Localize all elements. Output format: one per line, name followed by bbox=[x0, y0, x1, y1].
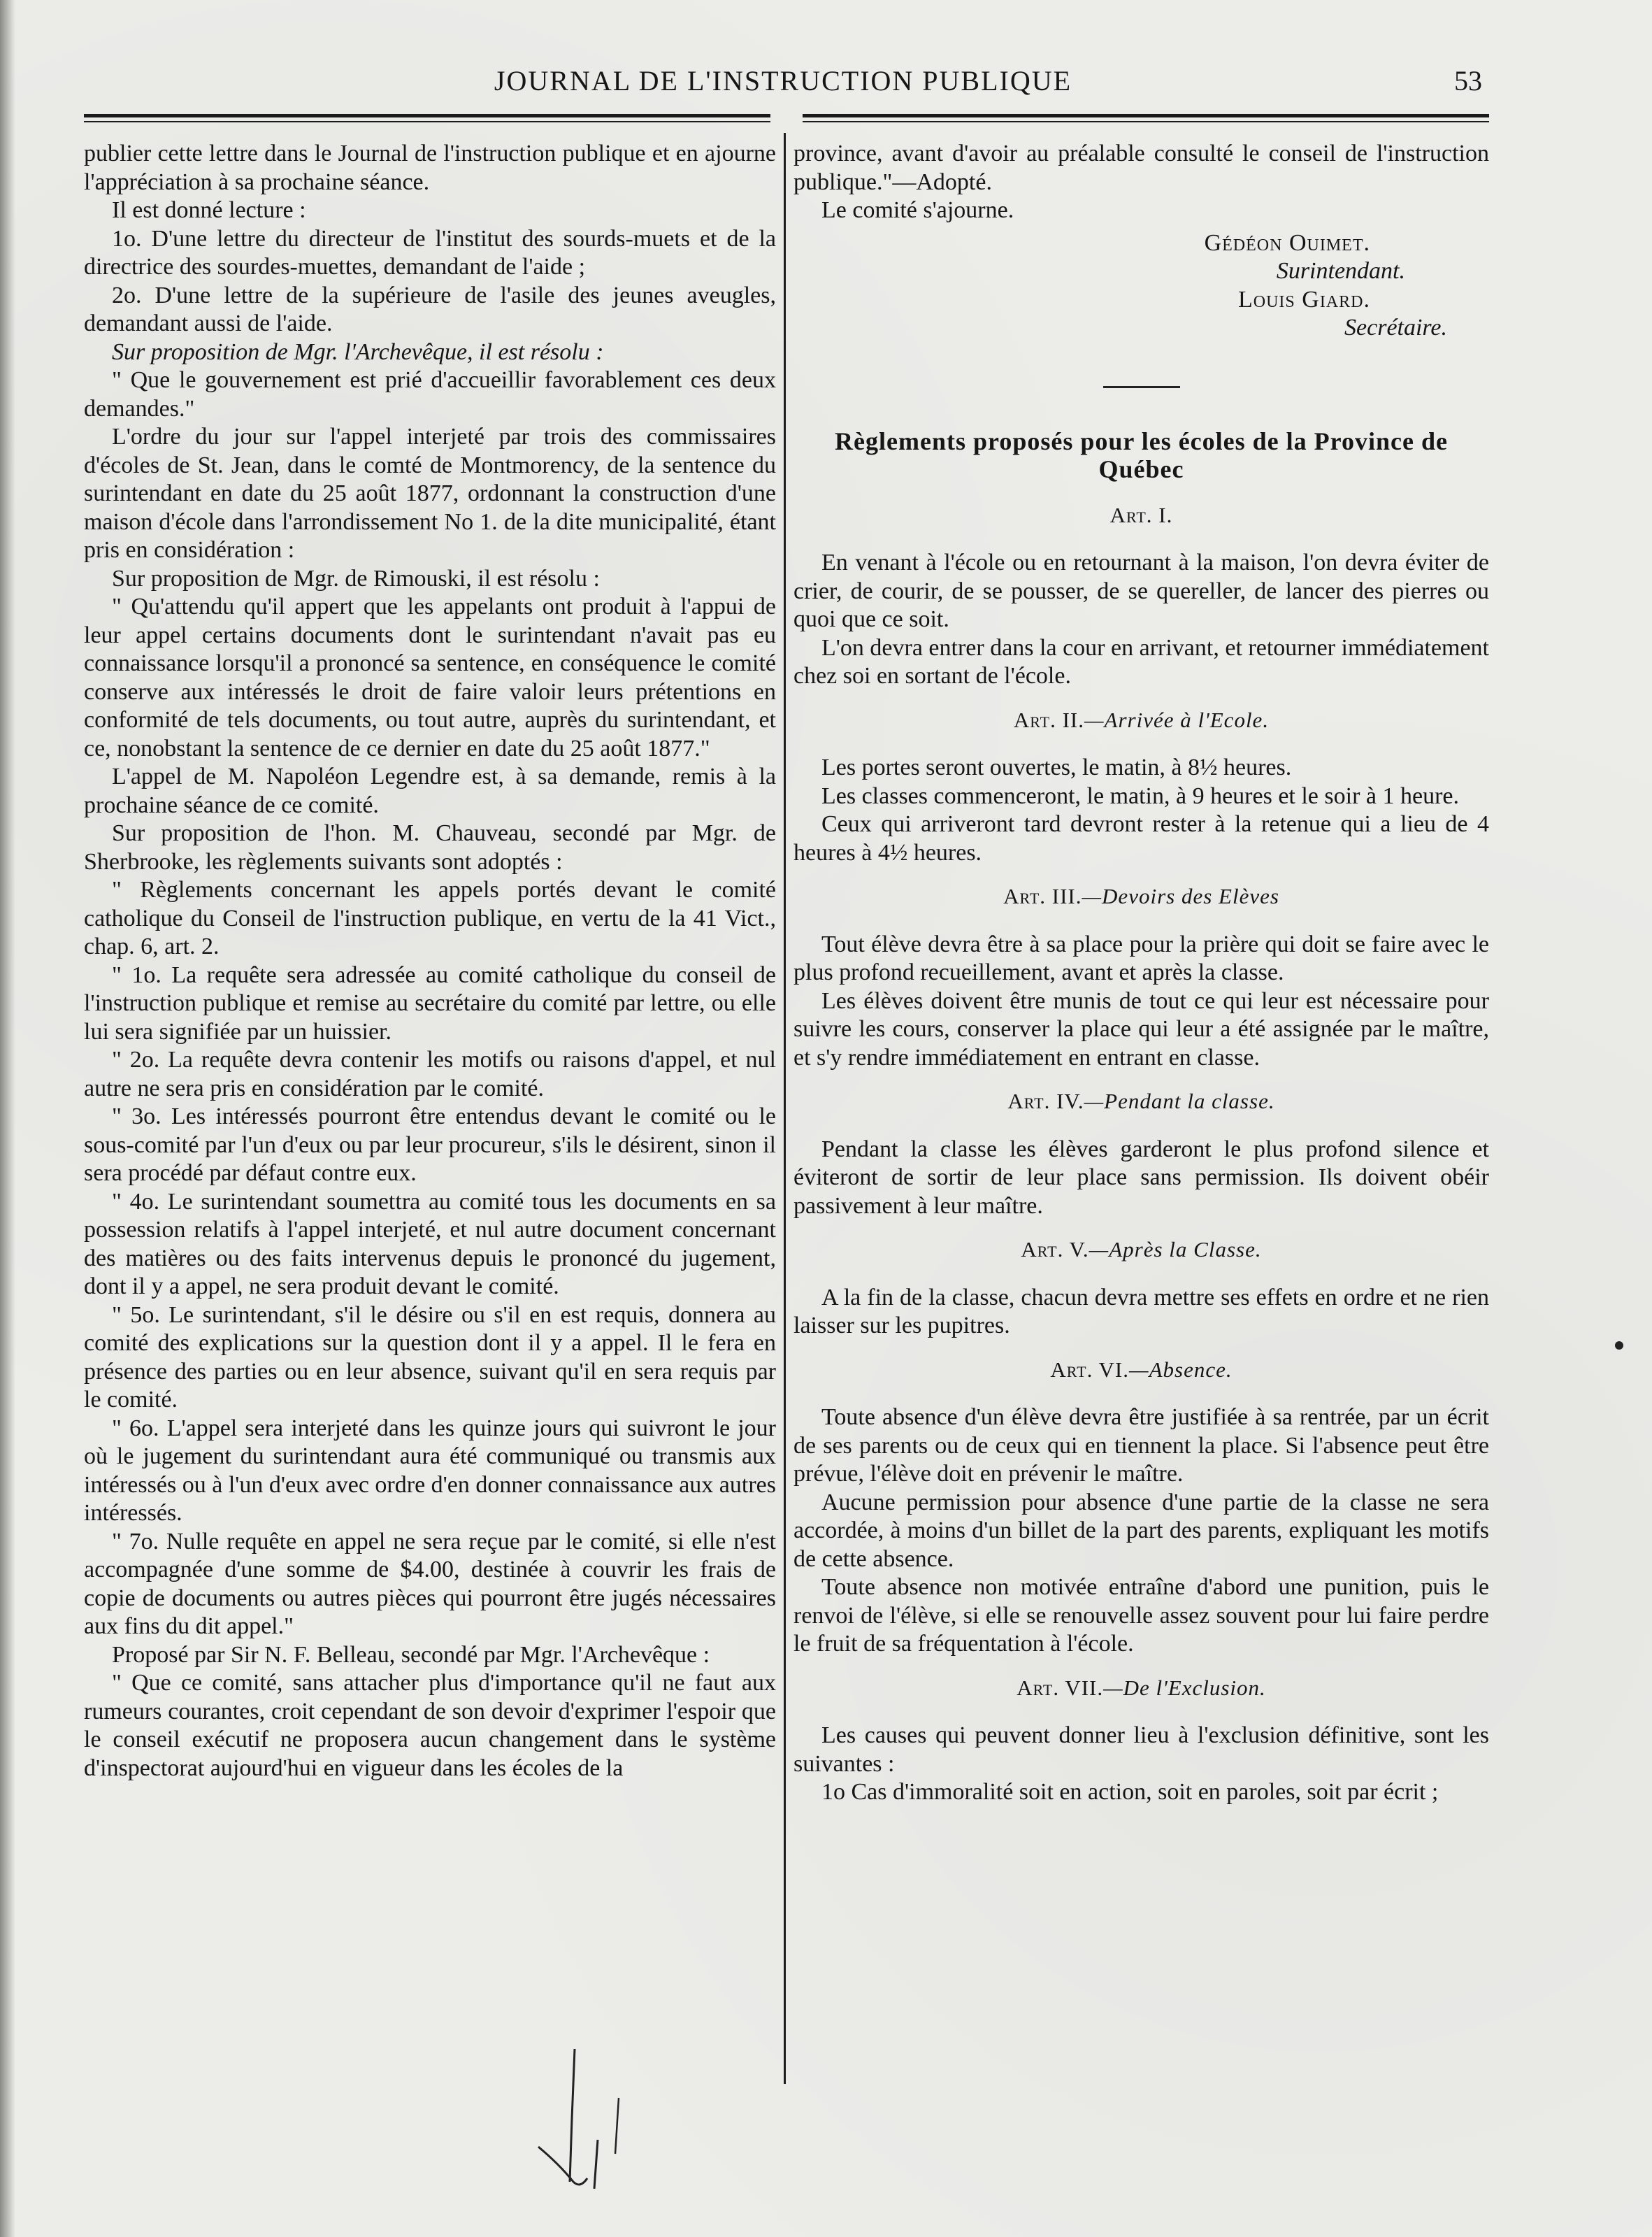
right-column bbox=[793, 140, 1489, 1807]
article-heading: Art. VI.—Absence. bbox=[1050, 1357, 1233, 1382]
article-heading: Art. VII.—De l'Exclusion. bbox=[1017, 1675, 1266, 1700]
article-heading: Art. V.—Après la Classe. bbox=[1021, 1237, 1262, 1262]
paragraph: " Que le gouvernement est prié d'accueillir favorablement ces deux demandes." bbox=[84, 367, 776, 422]
header-rule-left bbox=[84, 114, 770, 117]
paragraph: Pendant la classe les élèves garderont le plus profond silence et éviteront de sortir de leur place sans permission. Ils doivent obéir passivement à leur maître. bbox=[793, 1136, 1489, 1219]
paragraph: Les élèves doivent être munis de tout ce qui leur est nécessaire pour suivre les cours, conserver la place qui leur a été assignée par le maître, et s'y rendre immédiatement en entrant en classe. bbox=[793, 987, 1489, 1071]
paragraph: " Règlements concernant les appels portés devant le comité catholique du Conseil de l'instruction publique, en vertu de la 41 Vict., chap. 6, art. 2. bbox=[84, 877, 776, 959]
signatory-name: Gédéon Ouimet. bbox=[1204, 229, 1370, 256]
paragraph: " 4o. Le surintendant soumettra au comité tous les documents en sa possession relatifs à l'appel interjeté, et nul autre document concernant des matières ou des faits intervenus depuis le prononcé du jugement, dont il y a appel, ne sera produit devant le comité. bbox=[84, 1188, 776, 1299]
section-title: Règlements proposés pour les écoles de la Province de Québec bbox=[835, 427, 1448, 483]
section-separator bbox=[1103, 386, 1180, 388]
paragraph: Sur proposition de Mgr. de Rimouski, il est résolu : bbox=[112, 565, 600, 592]
paragraph: 2o. D'une lettre de la supérieure de l'asile des jeunes aveugles, demandant aussi de l'aide. bbox=[84, 282, 776, 336]
paragraph: Sur proposition de l'hon. M. Chauveau, secondé par Mgr. de Sherbrooke, les règlements suivants sont adoptés : bbox=[84, 820, 776, 875]
paragraph: Les portes seront ouvertes, le matin, à 8½ heures. bbox=[821, 755, 1292, 780]
paragraph: " 2o. La requête devra contenir les motifs ou raisons d'appel, et nul autre ne sera pris en considération par le comité. bbox=[84, 1047, 776, 1101]
header-rule-right bbox=[803, 114, 1489, 117]
paragraph: 1o Cas d'immoralité soit en action, soit en paroles, soit par écrit ; bbox=[821, 1779, 1439, 1805]
left-column bbox=[84, 140, 776, 1782]
paragraph: " 7o. Nulle requête en appel ne sera reçue par le comité, si elle n'est accompagnée d'une somme de $4.00, destinée à couvrir les frais de copie de documents ou autres pièces qui pourront être jugés nécessaires aux fins du dit appel." bbox=[84, 1528, 776, 1639]
paragraph: " 1o. La requête sera adressée au comité catholique du conseil de l'instruction publique et remise au secrétaire du comité par lettre, ou elle lui sera signifiée par un huissier. bbox=[84, 962, 776, 1045]
handwritten-mark-icon bbox=[531, 2042, 671, 2203]
paragraph: 1o. D'une lettre du directeur de l'institut des sourds-muets et de la directrice des sourdes-muettes, demandant de l'aide ; bbox=[84, 225, 776, 280]
paragraph: " 3o. Les intéressés pourront être entendus devant le comité ou le sous-comité par l'un d'eux ou par leur procureur, s'ils le désirent, sinon il sera procédé par défaut contre eux. bbox=[84, 1103, 776, 1186]
paragraph: Ceux qui arriveront tard devront rester à la retenue qui a lieu de 4 heures à 4½ heures. bbox=[793, 811, 1489, 866]
article-heading: Art. IV.—Pendant la classe. bbox=[1007, 1089, 1275, 1113]
paragraph: publier cette lettre dans le Journal de l'instruction publique et en ajourne l'appréciation à sa prochaine séance. bbox=[84, 141, 776, 195]
article-heading: Art. II.—Arrivée à l'Ecole. bbox=[1013, 707, 1270, 732]
margin-dot bbox=[1615, 1341, 1623, 1350]
paragraph: Aucune permission pour absence d'une partie de la classe ne sera accordée, à moins d'un billet de la part des parents, expliquant les motifs de cette absence. bbox=[793, 1489, 1489, 1572]
paragraph: Les classes commenceront, le matin, à 9 heures et le soir à 1 heure. bbox=[821, 782, 1459, 809]
paragraph: Sur proposition de Mgr. l'Archevêque, il est résolu : bbox=[112, 338, 604, 365]
paragraph: " Que ce comité, sans attacher plus d'importance qu'il ne faut aux rumeurs courantes, croit cependant de son devoir d'exprimer l'espoir que le conseil exécutif ne proposera aucun changement dans le système d'inspectorat aujourd'hui en vigueur dans les écoles de la bbox=[84, 1670, 776, 1781]
paragraph: L'on devra entrer dans la cour en arrivant, et retourner immédiatement chez soi en sortant de l'école. bbox=[793, 634, 1489, 689]
paragraph: A la fin de la classe, chacun devra mettre ses effets en ordre et ne rien laisser sur les pupitres. bbox=[793, 1284, 1489, 1338]
signatory-title: Secrétaire. bbox=[1344, 315, 1447, 341]
header-rule-right-thin bbox=[803, 121, 1489, 122]
paragraph: Tout élève devra être à sa place pour la prière qui doit se faire avec le plus profond recueillement, avant et après la classe. bbox=[793, 931, 1489, 985]
paragraph: Les causes qui peuvent donner lieu à l'exclusion définitive, sont les suivantes : bbox=[793, 1722, 1489, 1777]
paragraph: En venant à l'école ou en retournant à la maison, l'on devra éviter de crier, de courir, de se pousser, de se quereller, de lancer des pierres ou quoi que ce soit. bbox=[793, 550, 1489, 632]
article-heading: Art. III.—Devoirs des Elèves bbox=[1003, 884, 1279, 908]
paragraph: " Qu'attendu qu'il appert que les appelants ont produit à l'appui de leur appel certains documents dont le surintendant n'avait pas eu connaissance lorsqu'il a prononcé sa sentence, en conséquence le comité conserve aux intéressés le droit de faire valoir leurs prétentions en conformité de tels documents, ou tout autre, auprès du surintendant, et ce, nonobstant la sentence de ce dernier en date du 25 août 1877." bbox=[84, 594, 776, 762]
paragraph: Proposé par Sir N. F. Belleau, secondé par Mgr. l'Archevêque : bbox=[112, 1641, 710, 1668]
paragraph: Toute absence non motivée entraîne d'abord une punition, puis le renvoi de l'élève, si elle se renouvelle assez souvent pour lui faire perdre le fruit de sa fréquentation à l'école. bbox=[793, 1574, 1489, 1657]
paragraph: " 5o. Le surintendant, s'il le désire ou s'il en est requis, donnera au comité des explications sur la question dont il y a appel. Il le fera en présence des parties ou en leur absence, suivant qu'il en sera requis par le comité. bbox=[84, 1301, 776, 1413]
paragraph: L'appel de M. Napoléon Legendre est, à sa demande, remis à la prochaine séance de ce comité. bbox=[84, 764, 776, 818]
paragraph: " 6o. L'appel sera interjeté dans les quinze jours qui suivront le jour où le jugement du surintendant aura été communiqué ou transmis aux intéressés ou à l'un d'eux avec ordre d'en donner connaissance aux autres intéressés. bbox=[84, 1415, 776, 1526]
paragraph: L'ordre du jour sur l'appel interjeté par trois des commissaires d'écoles de St. Jean, dans le comté de Montmorency, de la sentence du surintendant en date du 25 août 1877, ordonnant la construction d'une maison d'école dans l'arrondissement No 1. de la dite municipalité, étant pris en considération : bbox=[84, 424, 776, 563]
signature-block bbox=[793, 229, 1447, 343]
paragraph: Il est donné lecture : bbox=[112, 197, 306, 223]
signatory-name: Louis Giard. bbox=[1238, 286, 1370, 313]
page-header bbox=[84, 64, 1482, 106]
article-heading: Art. I. bbox=[1109, 502, 1173, 527]
journal-title: JOURNAL DE L'INSTRUCTION PUBLIQUE bbox=[494, 65, 1072, 97]
signatory-title: Surintendant. bbox=[1276, 258, 1405, 284]
paragraph: Le comité s'ajourne. bbox=[821, 197, 1014, 223]
column-divider bbox=[784, 133, 786, 2084]
paragraph: Toute absence d'un élève devra être justifiée à sa rentrée, par un écrit de ses parents ou de ceux qui en tiennent la place. Si l'absence peut être prévue, l'élève doit en prévenir le maître. bbox=[793, 1404, 1489, 1487]
paragraph: province, avant d'avoir au préalable consulté le conseil de l'instruction publique."—Adopté. bbox=[793, 141, 1489, 195]
page-number: 53 bbox=[1454, 65, 1482, 97]
scan-edge-shadow bbox=[0, 0, 15, 2237]
header-rule-left-thin bbox=[84, 121, 770, 122]
